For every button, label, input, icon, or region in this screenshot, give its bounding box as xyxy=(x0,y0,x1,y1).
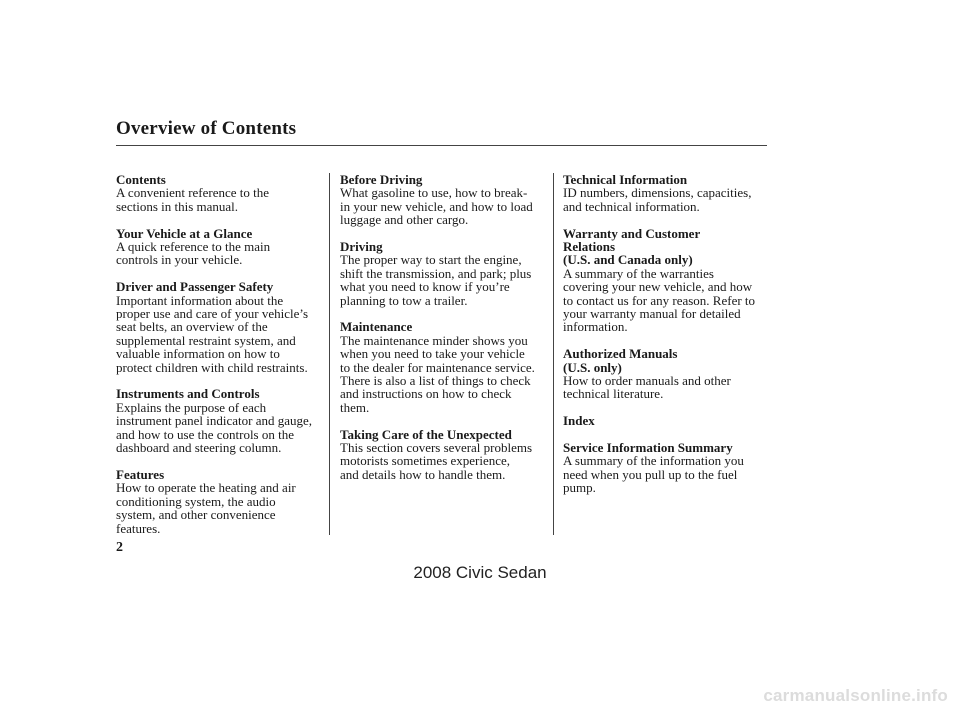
contents-section xyxy=(563,347,771,401)
section-description: How to order manuals and other technical literature. xyxy=(563,373,731,402)
section-heading-line: Before Driving xyxy=(340,172,423,187)
section-heading-line: Relations xyxy=(563,239,615,255)
section-description: What gasoline to use, how to break- in your new vehicle, and how to load luggage and other cargo. xyxy=(340,185,533,228)
section-heading xyxy=(563,173,771,186)
contents-column-3 xyxy=(563,173,771,508)
section-heading-line: (U.S. only) xyxy=(563,359,622,375)
section-heading-line: Technical Information xyxy=(563,172,688,187)
contents-section xyxy=(563,414,771,427)
contents-section xyxy=(116,387,332,454)
contents-section xyxy=(563,441,771,495)
section-heading-line: Taking Care of the Unexpected xyxy=(340,426,512,442)
section-heading-line: Warranty and Customer xyxy=(563,225,701,241)
section-description: The maintenance minder shows you when you need to take your vehicle to the dealer for maintenance service. There is also a list of things to check and instructions on how to check them. xyxy=(340,332,535,415)
column-divider xyxy=(329,173,330,535)
section-description: A summary of the information you need when you pull up to the fuel pump. xyxy=(563,453,744,496)
section-heading-line: Features xyxy=(116,466,165,482)
section-heading xyxy=(563,347,771,374)
section-heading xyxy=(340,320,556,333)
section-description: A quick reference to the main controls in your vehicle. xyxy=(116,239,271,268)
section-description: Important information about the proper use and care of your vehicle’s seat belts, an overview of the supplemental restraint system, and valuable information on how to protect children with child restraints. xyxy=(116,292,309,375)
section-heading xyxy=(340,240,556,253)
section-heading-line: Driving xyxy=(340,239,383,255)
contents-column-1 xyxy=(116,173,332,548)
section-heading-line: Maintenance xyxy=(340,319,413,335)
section-heading xyxy=(116,280,332,293)
contents-section xyxy=(116,173,332,213)
column-divider xyxy=(553,173,554,535)
section-heading xyxy=(563,227,771,267)
section-heading xyxy=(340,428,556,441)
section-heading xyxy=(116,173,332,186)
contents-section xyxy=(340,240,556,307)
contents-column-2 xyxy=(340,173,556,495)
contents-section xyxy=(340,173,556,227)
section-heading xyxy=(116,387,332,400)
section-heading xyxy=(563,414,771,427)
section-heading-line: Driver and Passenger Safety xyxy=(116,279,274,295)
section-heading xyxy=(340,173,556,186)
section-heading-line: Your Vehicle at a Glance xyxy=(116,225,253,241)
contents-section xyxy=(116,280,332,374)
section-description: ID numbers, dimensions, capacities, and technical information. xyxy=(563,185,752,214)
contents-section xyxy=(563,173,771,213)
page-number: 2 xyxy=(116,540,123,555)
section-description: Explains the purpose of each instrument panel indicator and gauge, and how to use the controls on the dashboard and steering column. xyxy=(116,399,313,456)
section-heading xyxy=(116,227,332,240)
section-heading xyxy=(563,441,771,454)
contents-section xyxy=(116,227,332,267)
vehicle-model-label: 2008 Civic Sedan xyxy=(413,563,547,582)
section-heading xyxy=(116,468,332,481)
page-title: Overview of Contents xyxy=(116,118,297,139)
section-description: The proper way to start the engine, shift the transmission, and park; plus what you need to know if you’re planning to tow a trailer. xyxy=(340,252,532,308)
contents-section xyxy=(340,320,556,414)
title-divider xyxy=(116,145,767,146)
section-heading-line: Service Information Summary xyxy=(563,440,733,456)
section-heading-line: Instruments and Controls xyxy=(116,386,260,402)
section-heading-line: Authorized Manuals xyxy=(563,346,678,362)
contents-section xyxy=(116,468,332,535)
site-watermark: carmanualsonline.info xyxy=(763,686,948,705)
section-description: A summary of the warranties covering your new vehicle, and how to contact us for any reason. Refer to your warranty manual for detailed information. xyxy=(563,265,756,335)
section-description: How to operate the heating and air conditioning system, the audio system, and other convenience features. xyxy=(116,480,296,536)
section-heading-line: Contents xyxy=(116,172,166,187)
section-description: This section covers several problems motorists sometimes experience, and details how to handle them. xyxy=(340,440,533,482)
section-heading-line: (U.S. and Canada only) xyxy=(563,252,693,268)
contents-section xyxy=(563,227,771,334)
section-heading-line: Index xyxy=(563,413,595,429)
section-description: A convenient reference to the sections in this manual. xyxy=(116,185,270,214)
contents-section xyxy=(340,428,556,482)
